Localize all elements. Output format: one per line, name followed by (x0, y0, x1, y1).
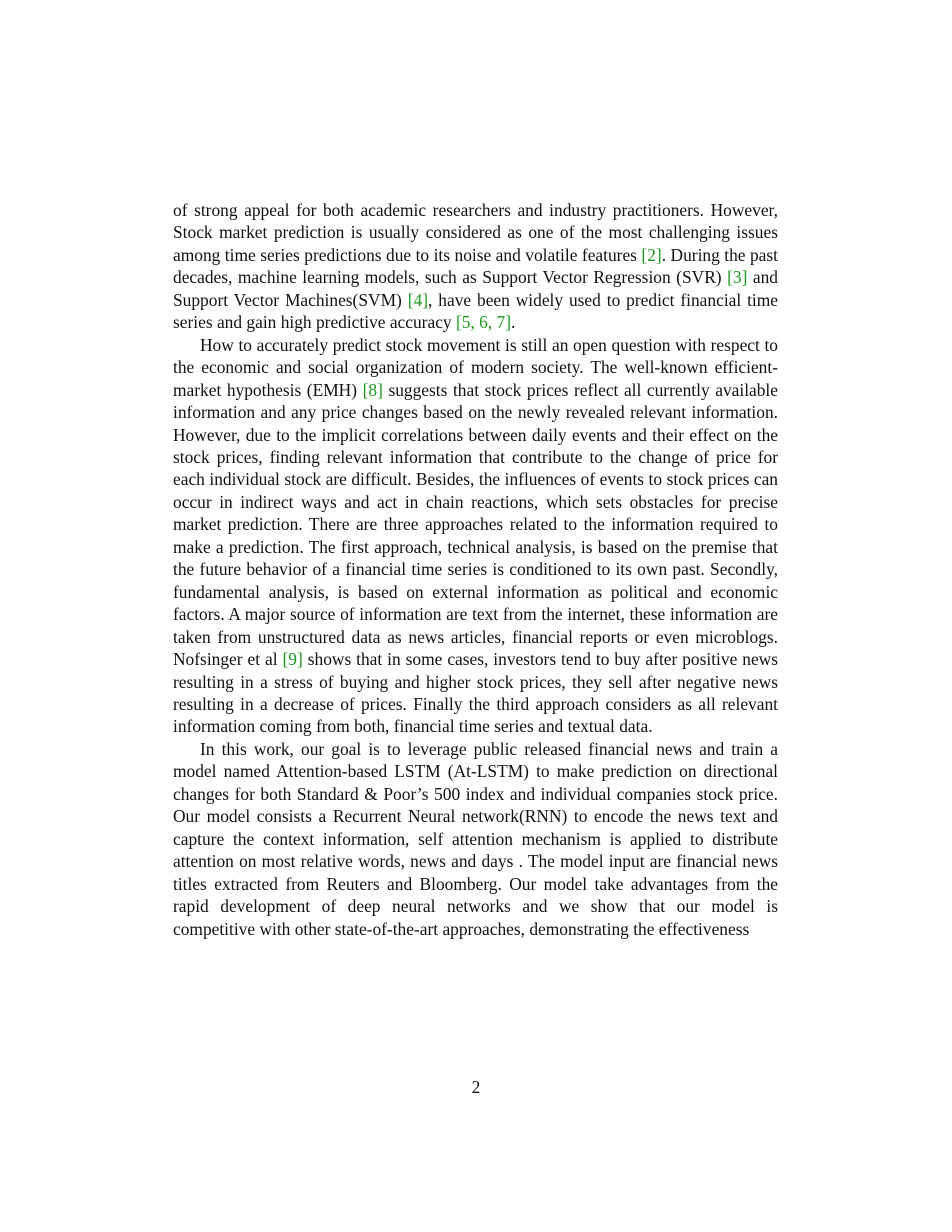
paragraph-1 (173, 199, 778, 334)
citation-link[interactable]: [2] (641, 244, 662, 265)
body-text: . During the past decades, machine learning models, such as Support Vector Regression (SVR) (173, 244, 779, 288)
paragraph-3 (173, 738, 778, 940)
body-text: How to accurately predict stock movement is still an open question with respect to the economic and social organization of modern society. The well-known efficient-market hypothesis (EMH) (173, 334, 778, 400)
body-text: . (511, 312, 516, 333)
body-text: shows that in some cases, investors tend to buy after positive news resulting in a stress of buying and higher stock prices, they sell after negative news resulting in a decrease of prices. Finally the third approach considers as all relevant information coming from both, financial time series and textual data. (173, 649, 778, 737)
citation-link[interactable]: [4] (407, 289, 429, 310)
page-number: 2 (471, 1077, 481, 1097)
citation-link[interactable]: [9] (282, 649, 303, 670)
citation-link[interactable]: [8] (362, 379, 383, 400)
citation-link[interactable]: [5, 6, 7] (455, 312, 512, 333)
body-text: In this work, our goal is to leverage public released financial news and train a model named Attention-based LSTM (At-LSTM) to make prediction on directional changes for both Standard & Poor’s 500 index and individual companies stock price. Our model consists a Recurrent Neural network(RNN) to encode the news text and capture the context information, self attention mechanism is applied to distribute attention on most relative words, news and days . The model input are financial news titles extracted from Reuters and Bloomberg. Our model take advantages from the rapid development of deep neural networks and we show that our model is competitive with other state-of-the-art approaches, demonstrating the effectiveness (173, 738, 778, 939)
body-text: suggests that stock prices reflect all currently available information and any price changes based on the newly revealed relevant information. However, due to the implicit correlations between daily events and their effect on the stock prices, finding relevant information that contribute to the change of price for each individual stock are difficult. Besides, the influences of events to stock prices can occur in indirect ways and act in chain reactions, which sets obstacles for precise market prediction. There are three approaches related to the information required to make a prediction. The first approach, technical analysis, is based on the premise that the future behavior of a financial time series is conditioned to its own past. Secondly, fundamental analysis, is based on external information as political and economic factors. A major source of information are text from the internet, these information are taken from unstructured data as news articles, financial reports or even microblogs. Nofsinger et al (173, 379, 778, 670)
page-body (173, 199, 778, 940)
body-text: of strong appeal for both academic researchers and industry practitioners. However, Stock market prediction is usually considered as one of the most challenging issues among time series predictions due to its noise and volatile features (173, 200, 778, 265)
citation-link[interactable]: [3] (727, 267, 748, 288)
body-text: , have been widely used to predict financial time series and gain high predictive accuracy (173, 289, 779, 333)
paragraph-2 (173, 334, 778, 738)
body-text: and Support Vector Machines(SVM) (173, 267, 778, 310)
